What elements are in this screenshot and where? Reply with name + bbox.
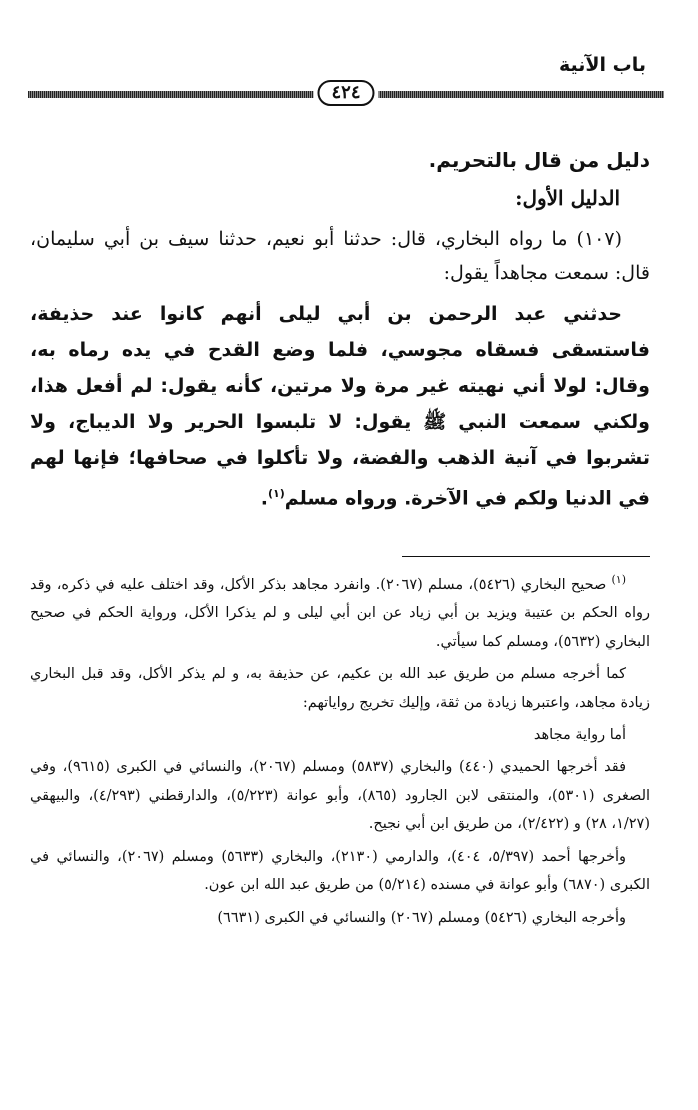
footnote-paragraph: وأخرجه البخاري (٥٤٢٦) ومسلم (٢٠٦٧) والنسائي في الكبرى (٦٦٣١): [217, 909, 626, 926]
footnote-marker: (١): [611, 573, 627, 586]
hadith-paragraph: [30, 296, 650, 516]
footnote-continuation: [30, 660, 650, 717]
page-number: ٤٢٤: [317, 80, 374, 106]
footnote-ref[interactable]: (١): [268, 487, 285, 500]
footnote-paragraph: وأخرجها أحمد (٥/٣٩٧، ٤٠٤)، والدارمي (٢١٣٠)، والبخاري (٥٦٣٣) ومسلم (٢٠٦٧)، والنسائي في الكبرى (٦٨٧٠) وأبو عوانة في مسنده (٥/٢١٤) من طريق عبد الله ابن عون.: [30, 848, 650, 894]
hadith-tail: ورواه مسلم: [284, 487, 398, 510]
final-period: .: [260, 487, 268, 510]
footnote-text: صحيح البخاري (٥٤٢٦)، مسلم (٢٠٦٧). وانفرد مجاهد بذكر الأكل، وقد اختلف عليه في ذكره، وقد رواه الحكم بن عتيبة ويزيد بن أبي زياد عن ابن أبي ليلى و لم يذكرا الأكل، ورواية الحكم في صحيح البخاري (٥٦٣٢)، ومسلم كما سيأتي.: [30, 576, 650, 650]
header-rule: [28, 84, 664, 104]
footnote-paragraph: فقد أخرجها الحميدي (٤٤٠) والبخاري (٥٨٣٧) ومسلم (٢٠٦٧)، والنسائي في الكبرى (٩٦١٥)، وفي الصغرى (٥٣٠١)، والمنتقى لابن الجارود (٨٦٥)، وأبو عوانة (٥/٢٢٣)، والدارقطني (٤/٢٩٣)، والبيهقي (١/٢٧، ٢٨) و (٢/٤٢٢)، من طريق ابن أبي نجيح.: [30, 759, 651, 833]
footnote-1: [30, 566, 650, 656]
isnad-paragraph: (١٠٧) ما رواه البخاري، قال: حدثنا أبو نعيم، حدثنا سيف بن أبي سليمان، قال: سمعت مجاهداً يقول:: [30, 228, 650, 284]
section-heading: دليل من قال بالتحريم.: [428, 148, 650, 172]
running-title: باب الآنية: [558, 54, 646, 76]
hadith-text: حدثني عبد الرحمن بن أبي ليلى أنهم كانوا عند حذيفة، فاستسقى فسقاه مجوسي، فلما وضع القدح في يده رماه به، وقال: لولا أني نهيته غير مرة ولا مرتين، كأنه يقول: لم أفعل هذا، ولكني سمعت النبي ﷺ يقول: لا تلبسوا الحرير ولا الديباج، ولا تشربوا في آنية الذهب والفضة، ولا تأكلوا في صحافها؛ فإنها لهم في الدنيا ولكم في الآخرة.: [30, 303, 650, 510]
footnotes: [30, 566, 650, 936]
evidence-subheading: الدليل الأول:: [515, 186, 620, 210]
main-text: [30, 148, 650, 516]
page-number-frame: [313, 80, 378, 106]
footnote-subheading: أما رواية مجاهد: [533, 727, 626, 744]
footnote-text: كما أخرجه مسلم من طريق عبد الله بن عكيم، عن حذيفة به، و لم يذكر الأكل، وقد قبل البخاري زيادة مجاهد، واعتبرها زيادة من ثقة، وإليك تخريج رواياتهم:: [30, 666, 650, 711]
footnote-separator: [402, 556, 650, 557]
